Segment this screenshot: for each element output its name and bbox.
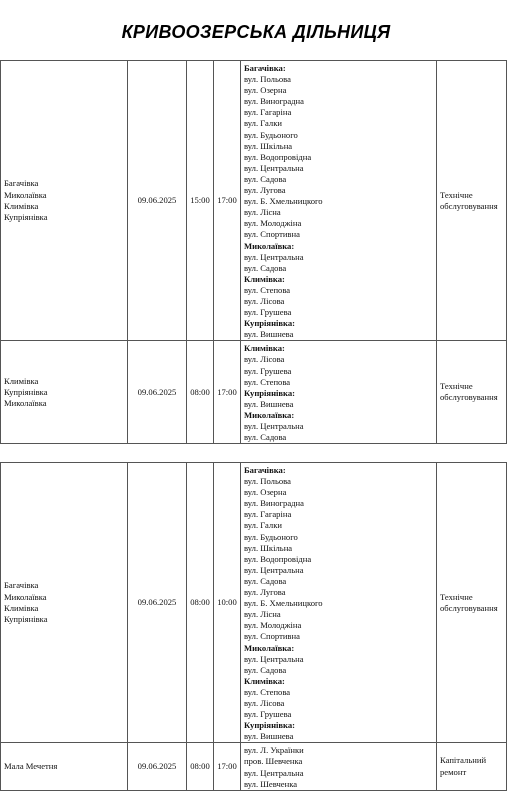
start-time-cell: 08:00	[187, 743, 214, 790]
date-cell: 09.06.2025	[128, 341, 187, 444]
outage-table-bottom	[0, 462, 507, 791]
street-name: вул. Б. Хмельницкого	[244, 598, 323, 609]
street-name: вул. Галки	[244, 118, 282, 129]
date-cell: 09.06.2025	[128, 463, 187, 743]
settlement-heading: Миколаївка:	[244, 642, 295, 653]
work-type-text: обслуговування	[440, 392, 498, 403]
settlement-name: Миколаївка	[4, 397, 47, 408]
settlement-name: Купріянівка	[4, 211, 48, 222]
work-type-text: Технічне	[440, 591, 473, 602]
street-name: вул. Вишнева	[244, 329, 294, 340]
street-name: вул. Б. Хмельницкого	[244, 196, 323, 207]
street-name: вул. Садова	[244, 664, 287, 675]
street-name: вул. Виноградна	[244, 96, 304, 107]
street-name: вул. Лугова	[244, 185, 286, 196]
settlement-heading: Миколаївка:	[244, 240, 295, 251]
street-name: вул. Грушева	[244, 307, 292, 318]
end-time-cell: 17:00	[214, 61, 241, 341]
street-name: вул. Польова	[244, 476, 291, 487]
settlements-cell	[1, 463, 128, 743]
page-title: КРИВООЗЕРСЬКА ДІЛЬНИЦЯ	[121, 22, 391, 42]
settlement-name: Климівка	[4, 200, 39, 211]
streets-cell	[241, 61, 437, 341]
street-name: вул. Степова	[244, 376, 291, 387]
street-name: вул. Грушева	[244, 365, 292, 376]
settlement-name: Купріянівка	[4, 386, 48, 397]
table-row	[1, 61, 507, 341]
settlement-heading: Купріянівка:	[244, 318, 296, 329]
settlement-name: Климівка	[4, 375, 39, 386]
street-name: вул. Лісова	[244, 354, 285, 365]
streets-cell	[241, 743, 437, 790]
work-type-text: Технічне	[440, 381, 473, 392]
street-name: вул. Садова	[244, 262, 287, 273]
streets-cell	[241, 463, 437, 743]
street-name: вул. Озерна	[244, 487, 287, 498]
street-name: вул. Центральна	[244, 162, 304, 173]
street-name: вул. Вишнева	[244, 731, 294, 742]
settlement-name: Миколаївка	[4, 591, 47, 602]
table-row	[1, 341, 507, 444]
street-name: вул. Водопровідна	[244, 151, 312, 162]
start-time-cell: 08:00	[187, 463, 214, 743]
settlement-heading: Купріянівка:	[244, 720, 296, 731]
street-name: вул. Галки	[244, 520, 282, 531]
street-name: вул. Лісна	[244, 609, 281, 620]
street-name: вул. Степова	[244, 686, 291, 697]
street-name: вул. Степова	[244, 284, 291, 295]
settlements-cell	[1, 743, 128, 790]
settlement-heading: Багачівка:	[244, 465, 286, 475]
settlement-heading: Климівка:	[244, 273, 285, 284]
street-name: пров. Шевченка	[244, 756, 303, 767]
street-name: вул. Лісова	[244, 295, 285, 306]
street-name: вул. Гагаріна	[244, 107, 292, 118]
work-type-text: обслуговування	[440, 602, 498, 613]
street-name: вул. Спортивна	[244, 229, 300, 240]
street-name: вул. Л. Українки	[244, 745, 304, 756]
street-name: вул. Спортивна	[244, 631, 300, 642]
start-time-cell: 08:00	[187, 341, 214, 444]
work-type-text: ремонт	[440, 766, 467, 777]
settlement-name: Багачівка	[4, 178, 39, 189]
work-type-cell	[437, 463, 507, 743]
work-type-cell	[437, 743, 507, 790]
settlements-cell	[1, 61, 128, 341]
table-row	[1, 743, 507, 790]
settlement-heading: Миколаївка:	[244, 409, 295, 420]
date-cell: 09.06.2025	[128, 61, 187, 341]
work-type-text: Технічне	[440, 189, 473, 200]
street-name: вул. Молоджіна	[244, 218, 302, 229]
end-time-cell: 17:00	[214, 743, 241, 790]
street-name: вул. Гагаріна	[244, 509, 292, 520]
settlement-heading: Купріянівка:	[244, 387, 296, 398]
settlement-name: Купріянівка	[4, 613, 48, 624]
settlements-cell	[1, 341, 128, 444]
street-name: вул. Польова	[244, 74, 291, 85]
street-name: вул. Центральна	[244, 251, 304, 262]
start-time-cell: 15:00	[187, 61, 214, 341]
street-name: вул. Лісна	[244, 207, 281, 218]
street-name: вул. Лісова	[244, 697, 285, 708]
street-name: вул. Лугова	[244, 587, 286, 598]
street-name: вул. Будьоного	[244, 129, 298, 140]
work-type-text: обслуговування	[440, 200, 498, 211]
street-name: вул. Центральна	[244, 421, 304, 431]
date-cell: 09.06.2025	[128, 743, 187, 790]
street-name: вул. Шевченка	[244, 778, 298, 789]
street-name: вул. Шкільна	[244, 542, 293, 553]
streets-cell	[241, 341, 437, 444]
street-name: вул. Садова	[244, 432, 287, 443]
settlement-name: Багачівка	[4, 580, 39, 591]
street-name: вул. Садова	[244, 173, 287, 184]
settlement-name: Миколаївка	[4, 189, 47, 200]
work-type-text: Капітальний	[440, 755, 487, 766]
end-time-cell: 17:00	[214, 341, 241, 444]
settlement-heading: Климівка:	[244, 675, 285, 686]
street-name: вул. Шкільна	[244, 140, 293, 151]
street-name: вул. Грушева	[244, 709, 292, 720]
street-name: вул. Виноградна	[244, 498, 304, 509]
outage-table-top	[0, 60, 507, 444]
street-name: вул. Центральна	[244, 653, 304, 664]
settlement-name: Климівка	[4, 602, 39, 613]
street-name: вул. Будьоного	[244, 531, 298, 542]
street-name: вул. Вишнева	[244, 398, 294, 409]
street-name: вул. Молоджіна	[244, 620, 302, 631]
work-type-cell	[437, 341, 507, 444]
street-name: вул. Водопровідна	[244, 553, 312, 564]
work-type-cell	[437, 61, 507, 341]
street-name: вул. Садова	[244, 575, 287, 586]
settlement-heading: Багачівка:	[244, 63, 286, 73]
settlement-heading: Климівка:	[244, 343, 285, 354]
table-row	[1, 463, 507, 743]
street-name: вул. Центральна	[244, 564, 304, 575]
settlement-name: Мала Мечетня	[4, 760, 58, 771]
end-time-cell: 10:00	[214, 463, 241, 743]
street-name: вул. Центральна	[244, 767, 304, 778]
street-name: вул. Озерна	[244, 85, 287, 96]
